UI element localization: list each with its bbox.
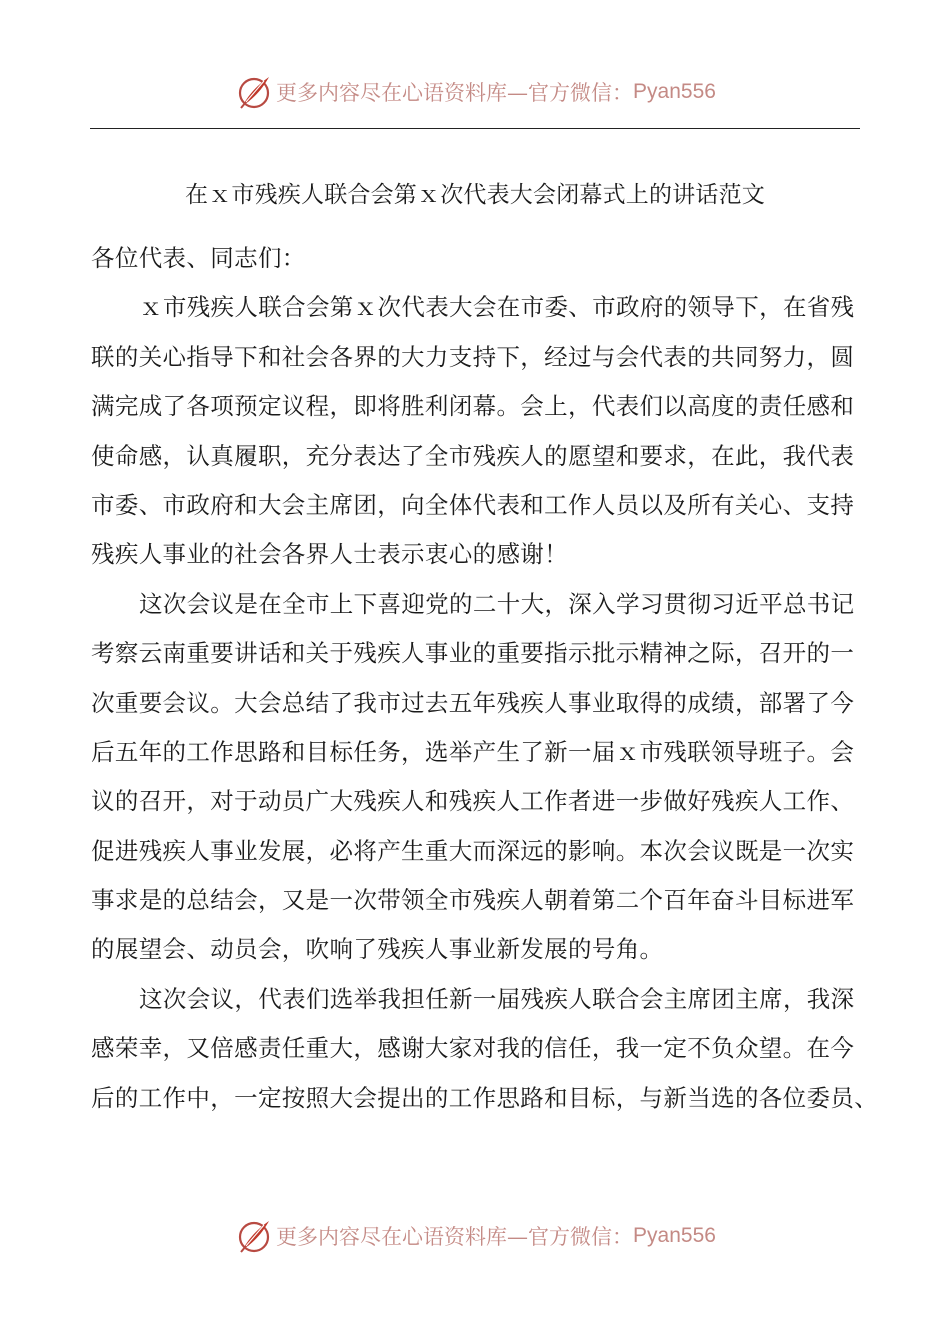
paragraph-line: 满完成了各项预定议程，即将胜利闭幕。会上，代表们以高度的责任感和 (91, 392, 855, 421)
header-divider (90, 128, 860, 129)
paragraph-line: 残疾人事业的社会各界人士表示衷心的感谢！ (91, 540, 568, 569)
paragraph-line: 事求是的总结会，又是一次带领全市残疾人朝着第二个百年奋斗目标进军 (91, 886, 855, 915)
paragraph-line: 这次会议，代表们选举我担任新一届残疾人联合会主席团主席，我深 (139, 984, 855, 1013)
paragraph-line: 感荣幸，又倍感责任重大，感谢大家对我的信任，我一定不负众望。在今 (91, 1034, 855, 1063)
quill-pen-logo-icon (234, 72, 274, 112)
paragraph-line: 后五年的工作思路和目标任务，选举产生了新一届ｘ市残联领导班子。会 (91, 737, 855, 766)
paragraph-line: 考察云南重要讲话和关于残疾人事业的重要指示批示精神之际，召开的一 (91, 639, 855, 668)
watermark-wechat-id: Pyan556 (633, 1224, 716, 1247)
paragraph-line: 市委、市政府和大会主席团，向全体代表和工作人员以及所有关心、支持 (91, 490, 855, 519)
paragraph-line: ｘ市残疾人联合会第ｘ次代表大会在市委、市政府的领导下，在省残 (139, 293, 855, 322)
quill-pen-logo-icon (234, 1216, 274, 1256)
document-title: 在ｘ市残疾人联合会第ｘ次代表大会闭幕式上的讲话范文 (185, 182, 765, 208)
document-body (91, 234, 879, 1123)
watermark-wechat-id: Pyan556 (633, 80, 716, 103)
watermark-text: 更多内容尽在心语资料库—官方微信： (276, 81, 634, 105)
paragraph-line: 议的召开，对于动员广大残疾人和残疾人工作者进一步做好残疾人工作、 (91, 787, 855, 816)
paragraph-line: 使命感，认真履职，充分表达了全市残疾人的愿望和要求，在此，我代表 (91, 441, 855, 470)
footer-watermark (0, 1214, 950, 1258)
paragraph-line: 促进残疾人事业发展，必将产生重大而深远的影响。本次会议既是一次实 (91, 836, 855, 865)
paragraph-line: 这次会议是在全市上下喜迎党的二十大，深入学习贯彻习近平总书记 (139, 589, 855, 618)
watermark-text: 更多内容尽在心语资料库—官方微信： (276, 1225, 634, 1249)
salutation: 各位代表、同志们： (91, 244, 306, 272)
paragraph-line: 联的关心指导下和社会各界的大力支持下，经过与会代表的共同努力，圆 (91, 342, 855, 371)
paragraph-line: 的展望会、动员会，吹响了残疾人事业新发展的号角。 (91, 935, 664, 964)
header-watermark (0, 70, 950, 114)
paragraph-line: 次重要会议。大会总结了我市过去五年残疾人事业取得的成绩，部署了今 (91, 688, 855, 717)
paragraph-line: 后的工作中，一定按照大会提出的工作思路和目标，与新当选的各位委员、 (91, 1083, 879, 1112)
